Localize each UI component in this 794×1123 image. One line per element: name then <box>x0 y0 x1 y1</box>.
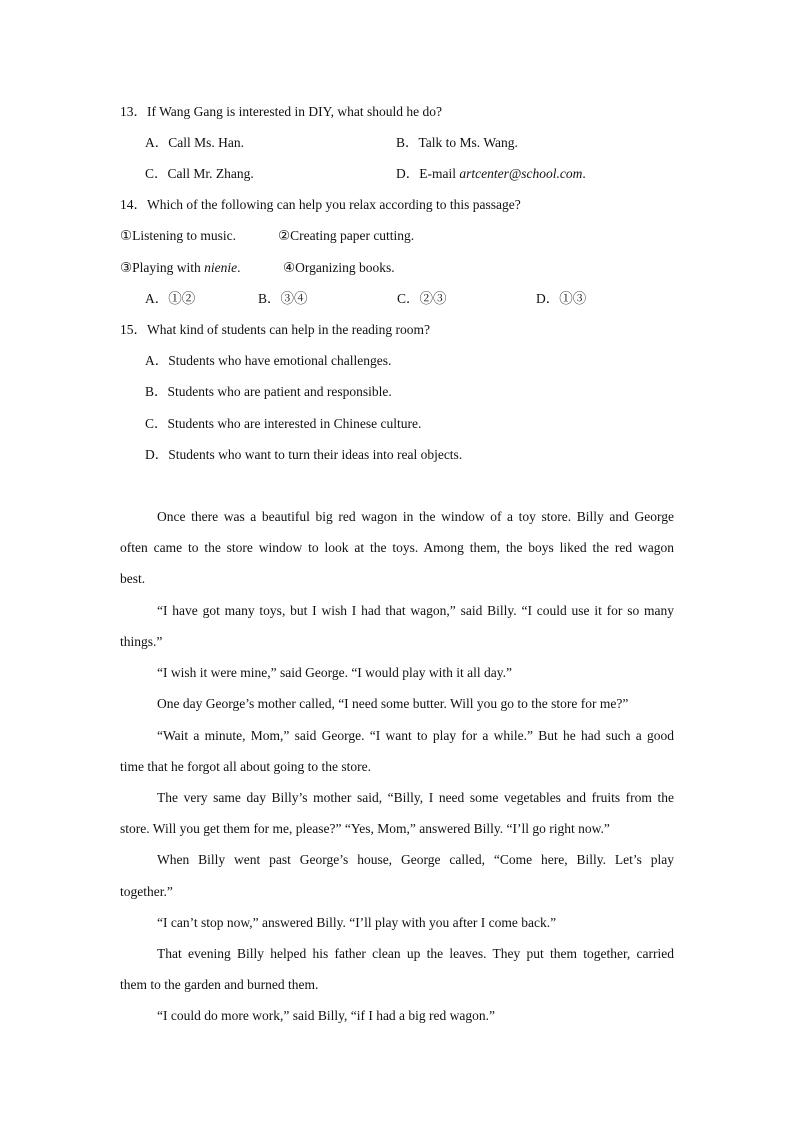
story-p9-line1 <box>157 946 674 962</box>
story-p6-line1 <box>157 790 674 806</box>
story-p9-line2: them to the garden and burned them. <box>120 977 319 992</box>
question-14-item-2: ②Creating paper cutting. <box>278 228 415 243</box>
story-p7-line2: together.” <box>120 884 173 899</box>
question-14-option-b: B．③④ <box>258 291 308 306</box>
question-13-option-b: B．Talk to Ms. Wang. <box>396 135 518 150</box>
question-13-option-d <box>396 166 586 182</box>
story-p2-line1 <box>157 603 674 619</box>
question-13-option-d-email: artcenter@school.com <box>459 166 583 181</box>
story-p5-line1 <box>157 728 674 744</box>
question-13-option-c: C．Call Mr. Zhang. <box>145 166 254 181</box>
question-13-stem: 13．If Wang Gang is interested in DIY, what should he do? <box>120 104 442 119</box>
question-15-option-d: D．Students who want to turn their ideas into real objects. <box>145 447 463 462</box>
question-15-option-c: C．Students who are interested in Chinese culture. <box>145 416 422 431</box>
story-p2-line2: things.” <box>120 634 163 649</box>
story-p1-line1 <box>157 509 674 525</box>
story-p4: One day George’s mother called, “I need some butter. Will you go to the store for me?” <box>157 696 629 711</box>
story-p8: “I can’t stop now,” answered Billy. “I’ll play with you after I come back.” <box>157 915 557 930</box>
story-text: “Wait a minute, Mom,” said George. “I want to play for a while.” But he had such a good <box>157 728 674 743</box>
question-15-option-a: A．Students who have emotional challenges. <box>145 353 392 368</box>
story-p1-line3: best. <box>120 571 146 586</box>
question-14-option-c: C．②③ <box>397 291 447 306</box>
story-p5-line2: time that he forgot all about going to the store. <box>120 759 371 774</box>
story-text: Once there was a beautiful big red wagon in the window of a toy store. Billy and George <box>157 509 674 524</box>
story-text: That evening Billy helped his father clean up the leaves. They put them together, carried <box>157 946 674 961</box>
story-text: When Billy went past George’s house, George called, “Come here, Billy. Let’s play <box>157 852 674 867</box>
story-p1-line2 <box>120 540 674 556</box>
question-14-stem: 14．Which of the following can help you relax according to this passage? <box>120 197 521 212</box>
question-14-item-3-italic: nienie <box>204 260 238 275</box>
question-14-option-a: A．①② <box>145 291 196 306</box>
question-14-item-3-suffix: . <box>237 260 241 275</box>
story-p7-line1 <box>157 852 674 868</box>
story-text: “I have got many toys, but I wish I had that wagon,” said Billy. “I could use it for so many <box>157 603 674 618</box>
story-text: The very same day Billy’s mother said, “Billy, I need some vegetables and fruits from the <box>157 790 674 805</box>
question-14-option-d: D．①③ <box>536 291 587 306</box>
story-text: often came to the store window to look at the toys. Among them, the boys liked the red wagon <box>120 540 674 555</box>
question-15-stem: 15．What kind of students can help in the reading room? <box>120 322 431 337</box>
question-14-item-3 <box>120 260 240 276</box>
question-15-option-b: B．Students who are patient and responsible. <box>145 384 392 399</box>
question-13-option-d-prefix: D．E-mail <box>396 166 460 181</box>
story-p3: “I wish it were mine,” said George. “I would play with it all day.” <box>157 665 513 680</box>
question-13-option-a: A．Call Ms. Han. <box>145 135 244 150</box>
question-13-option-d-suffix: . <box>582 166 586 181</box>
story-p6-line2: store. Will you get them for me, please?” “Yes, Mom,” answered Billy. “I’ll go right now.” <box>120 821 610 836</box>
story-p10: “I could do more work,” said Billy, “if I had a big red wagon.” <box>157 1008 496 1023</box>
question-14-item-4: ④Organizing books. <box>283 260 395 275</box>
question-14-item-3-prefix: ③Playing with <box>120 260 205 275</box>
question-14-item-1: ①Listening to music. <box>120 228 236 243</box>
